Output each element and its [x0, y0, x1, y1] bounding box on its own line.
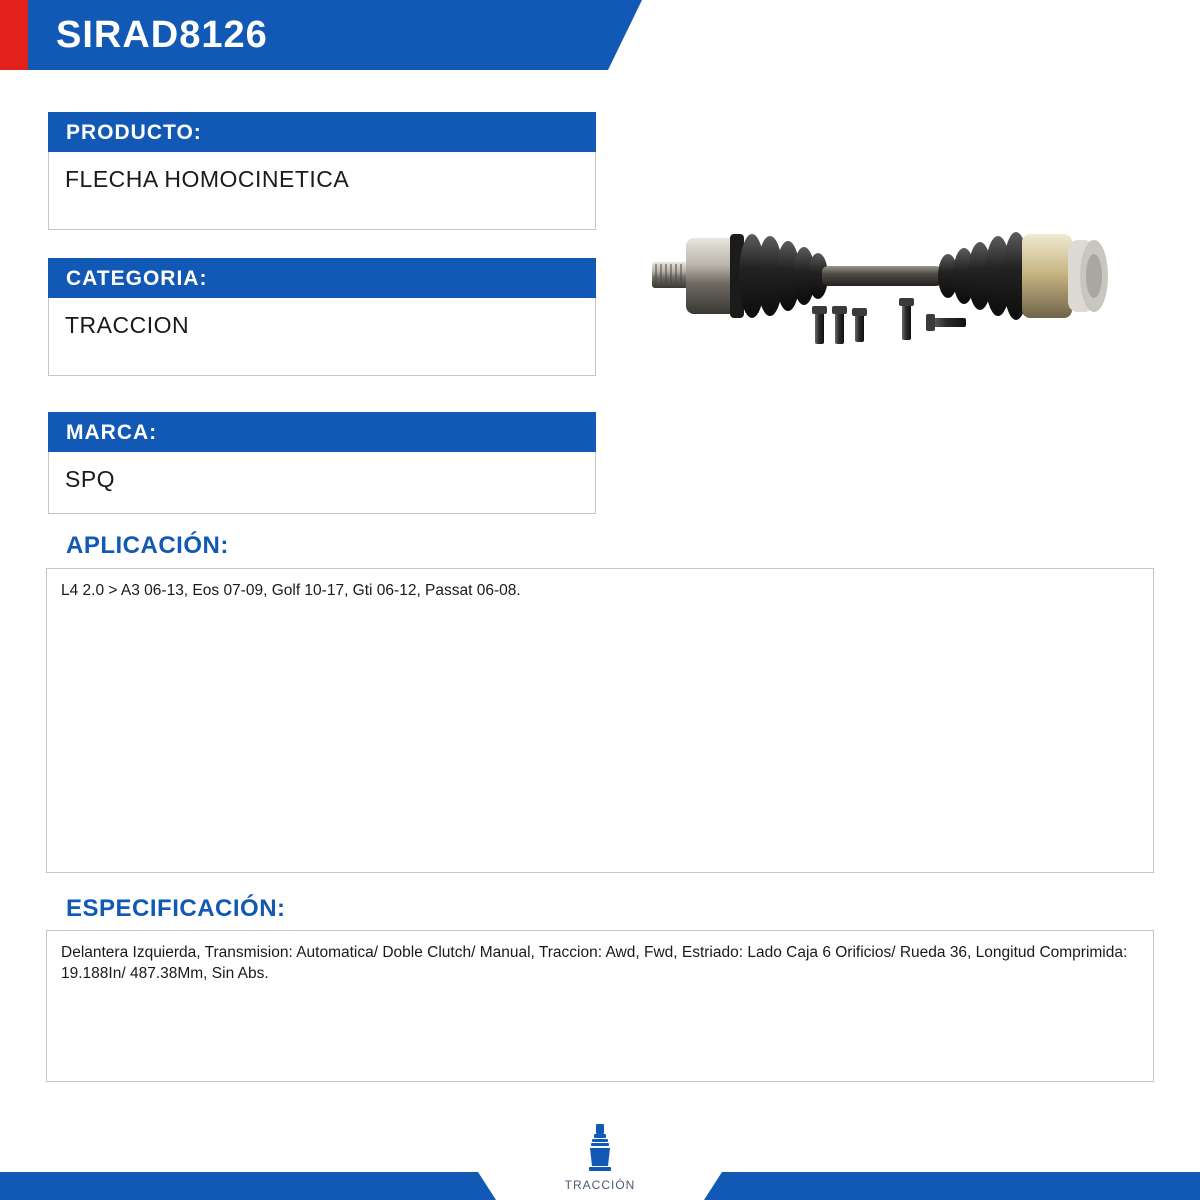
page-title: SIRAD8126: [56, 14, 268, 56]
aplicacion-box: [46, 568, 1154, 873]
product-image: [630, 200, 1170, 420]
page-header: [0, 0, 1200, 70]
footer-label: TRACCIÓN: [564, 1178, 636, 1192]
aplicacion-title: APLICACIÓN:: [66, 532, 229, 559]
field-producto-label: PRODUCTO:: [48, 112, 596, 152]
cv-joint-icon: [583, 1122, 617, 1176]
field-marca-value: SPQ: [48, 452, 596, 514]
especificacion-title: ESPECIFICACIÓN:: [66, 895, 286, 922]
field-categoria: [48, 258, 596, 376]
field-producto: [48, 112, 596, 230]
aplicacion-text: L4 2.0 > A3 06-13, Eos 07-09, Golf 10-17, Gti 06-12, Passat 06-08.: [61, 582, 521, 599]
footer-category: [0, 1122, 1200, 1192]
field-categoria-value: TRACCION: [48, 298, 596, 376]
field-categoria-label: CATEGORIA:: [48, 258, 596, 298]
especificacion-box: [46, 930, 1154, 1082]
especificacion-text: Delantera Izquierda, Transmision: Automatica/ Doble Clutch/ Manual, Traccion: Awd, Fwd, Estriado: Lado Caja 6 Orificios/ Rueda 36, Longitud Comprimida: 19.188In/ 487.38Mm, Sin Abs.: [61, 944, 1128, 982]
field-producto-value: FLECHA HOMOCINETICA: [48, 152, 596, 230]
field-marca: [48, 412, 596, 514]
field-marca-label: MARCA:: [48, 412, 596, 452]
cv-axle-shaft-illustration: [630, 200, 1170, 420]
header-red-accent: [0, 0, 30, 70]
